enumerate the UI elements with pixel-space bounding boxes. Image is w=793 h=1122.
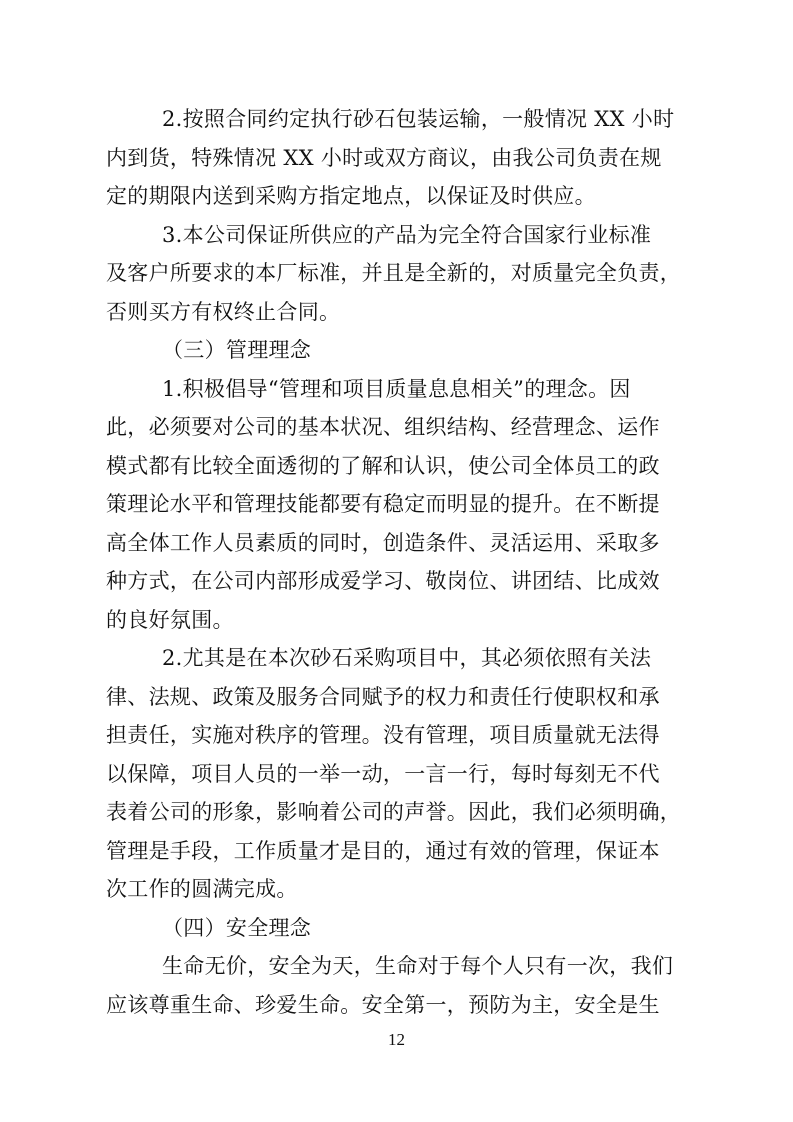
text-line: 2.尤其是在本次砂石采购项目中，其必须依照有关法 (162, 646, 652, 670)
text-line: 内到货，特殊情况 XX 小时或双方商议，由我公司负责在规 (106, 145, 662, 170)
body-text (106, 100, 686, 1024)
text-line: 模式都有比较全面透彻的了解和认识，使公司全体员工的政 (106, 453, 660, 478)
text-line: 策理论水平和管理技能都要有稳定而明显的提升。在不断提 (106, 492, 660, 516)
text-line: （四）安全理念 (162, 915, 312, 940)
text-line: 及客户所要求的本厂标准，并且是全新的，对质量完全负责， (106, 261, 682, 285)
text-line: 此，必须要对公司的基本状况、组织结构、经营理念、运作 (106, 415, 660, 439)
text-line: 管理是手段，工作质量才是目的，通过有效的管理，保证本 (106, 838, 660, 863)
text-line: 定的期限内送到采购方指定地点，以保证及时供应。 (106, 184, 596, 208)
text-line: （三）管理理念 (162, 338, 312, 362)
text-line: 次工作的圆满完成。 (106, 877, 298, 901)
text-line: 担责任，实施对秩序的管理。没有管理，项目质量就无法得 (106, 723, 660, 747)
text-line: 以保障，项目人员的一举一动，一言一行，每时每刻无不代 (106, 761, 660, 786)
text-line: 应该尊重生命、珍爱生命。安全第一，预防为主，安全是生 (106, 992, 660, 1017)
text-line: 高全体工作人员素质的同时，创造条件、灵活运用、采取多 (106, 530, 660, 555)
text-line: 否则买方有权终止合同。 (106, 299, 341, 324)
text-line: 种方式，在公司内部形成爱学习、敬岗位、讲团结、比成效 (106, 569, 660, 593)
text-line: 3.本公司保证所供应的产品为完全符合国家行业标准 (162, 222, 652, 247)
text-line: 生命无价，安全为天，生命对于每个人只有一次，我们 (162, 954, 674, 978)
text-line: 律、法规、政策及服务合同赋予的权力和责任行使职权和承 (106, 684, 660, 709)
text-line: 表着公司的形象，影响着公司的声誉。因此，我们必须明确， (106, 800, 682, 824)
text-line: 1.积极倡导“管理和项目质量息息相关”的理念。因 (162, 376, 631, 401)
text-line: 的良好氛围。 (106, 607, 234, 632)
page-number: 12 (388, 1030, 405, 1049)
text-line: 2.按照合同约定执行砂石包装运输，一般情况 XX 小时 (162, 107, 675, 131)
